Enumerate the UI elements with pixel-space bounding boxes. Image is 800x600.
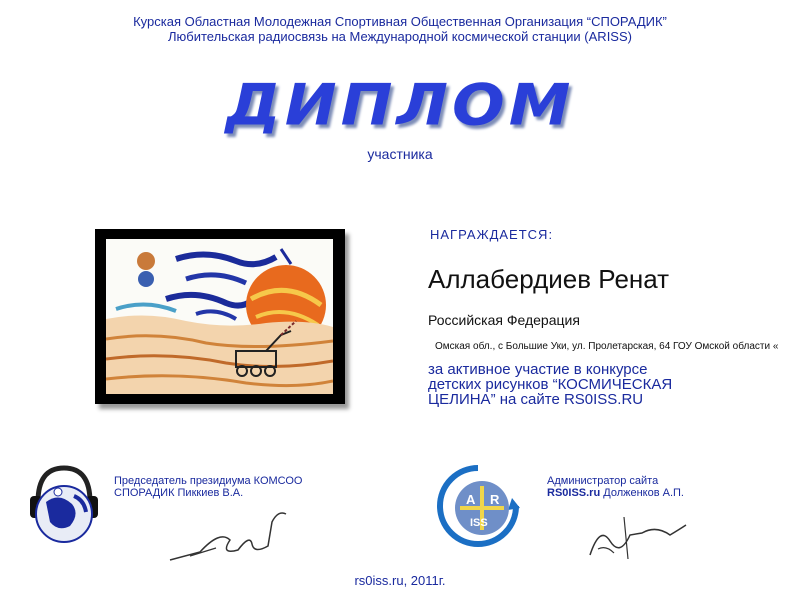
right-signature (580, 505, 690, 570)
childrens-drawing-image (106, 239, 333, 394)
diploma-title: ДИПЛОМ (225, 70, 575, 139)
recipient-name: Аллабердиев Ренат (428, 264, 670, 294)
ariss-logo (436, 464, 520, 548)
left-signatory-line-1: Председатель президиума КОМСОО (114, 475, 303, 487)
right-signatory-name: Долженков А.П. (603, 487, 684, 499)
ariss-iss-text: ISS (470, 517, 488, 529)
right-signatory-line-1: Администратор сайта (547, 475, 659, 487)
right-signatory-title (547, 475, 684, 499)
awarded-label: НАГРАЖДАЕТСЯ: (430, 227, 554, 242)
ariss-letter-r: R (490, 492, 500, 507)
ariss-letter-a: A (466, 492, 476, 507)
footer-text: rs0iss.ru, 2011г. (354, 573, 446, 588)
drawing-frame (95, 229, 345, 404)
sporadik-globe-logo (24, 462, 104, 550)
contest-line-3: ЦЕЛИНА” на сайте RS0ISS.RU (428, 391, 644, 408)
recipient-country: Российская Федерация (428, 312, 580, 328)
header-line-2: Любительская радиосвязь на Международной космической станции (ARISS) (168, 29, 632, 44)
diploma-subtitle: участника (367, 146, 433, 162)
contest-line-2: детских рисунков “КОСМИЧЕСКАЯ (428, 376, 673, 393)
right-signatory-site: RS0ISS.ru (547, 487, 601, 499)
contest-line-1: за активное участие в конкурсе (428, 361, 648, 378)
contest-text (428, 362, 788, 407)
header-line-1: Курская Областная Молодежная Спортивная Общественная Организация “СПОРАДИК” (133, 14, 667, 29)
recipient-address: Омская обл., с Большие Уки, ул. Пролетарская, 64 ГОУ Омской области « (435, 341, 779, 352)
left-signatory-line-2: СПОРАДИК Пиккиев В.А. (114, 487, 244, 499)
left-signature (160, 500, 300, 573)
left-signatory-title (114, 475, 303, 499)
right-signatory-line-2 (547, 487, 684, 499)
